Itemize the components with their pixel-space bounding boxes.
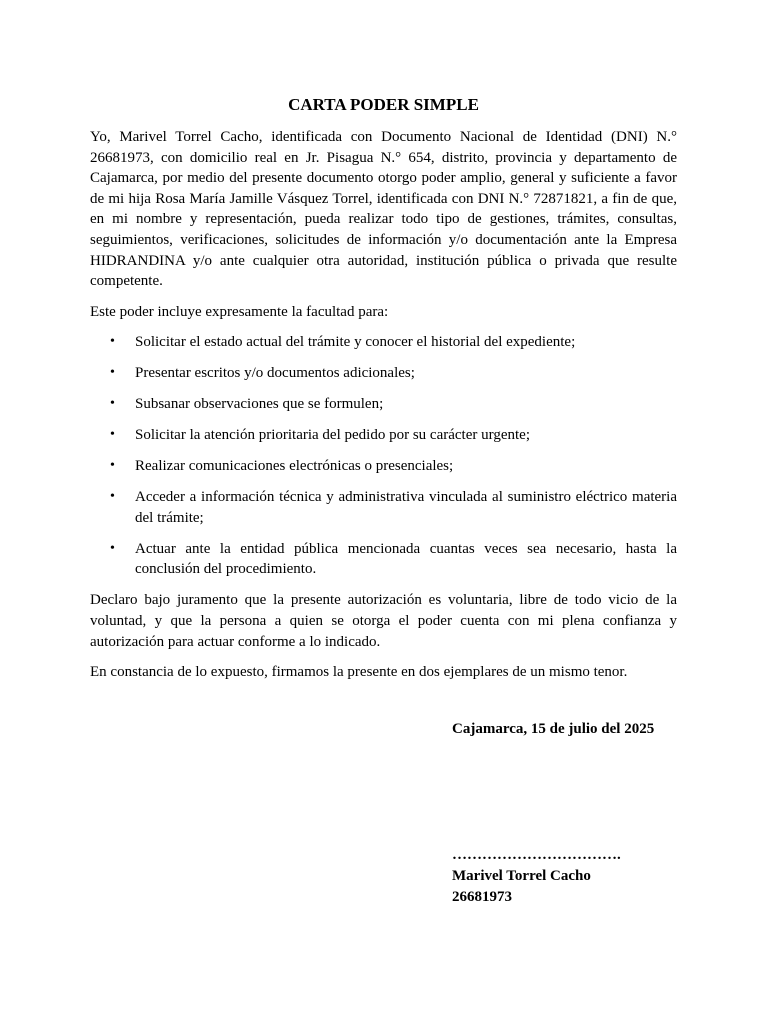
list-item-text: Acceder a información técnica y administrativa vinculada al suministro eléctrico materia del trámite; xyxy=(135,489,677,526)
list-item-text: Subsanar observaciones que se formulen; xyxy=(135,396,384,413)
list-item xyxy=(90,332,677,353)
bullet-icon: • xyxy=(110,365,115,381)
closing-paragraph: En constancia de lo expuesto, firmamos la presente en dos ejemplares de un mismo tenor. xyxy=(90,664,628,681)
signature-block xyxy=(452,845,621,908)
list-item xyxy=(90,456,677,477)
list-item-text: Actuar ante la entidad pública mencionada cuantas veces sea necesario, hasta la conclusión del procedimiento. xyxy=(135,540,677,578)
list-item-text: Presentar escritos y/o documentos adicionales; xyxy=(135,365,415,382)
document-body xyxy=(90,95,677,693)
faculties-list xyxy=(90,332,677,580)
list-item-text: Solicitar la atención prioritaria del pedido por su carácter urgente; xyxy=(135,427,530,444)
list-item xyxy=(90,425,677,446)
signatory-name: Marivel Torrel Cacho xyxy=(452,868,591,884)
bullet-icon: • xyxy=(110,334,115,350)
list-item xyxy=(90,363,677,384)
list-item xyxy=(90,539,677,580)
list-item xyxy=(90,487,677,528)
bullet-icon: • xyxy=(110,540,115,556)
bullet-icon: • xyxy=(110,458,115,474)
grant-paragraph: Yo, Marivel Torrel Cacho, identificada con Documento Nacional de Identidad (DNI) N.° 26681973, con domicilio real en Jr. Pisagua N.° 654, distrito, provincia y departamento de Cajamarca, por medio del presente documento otorgo poder amplio, general y suficiente a favor de mi hija Rosa María Jamille Vásquez Torrel, identificada con DNI N.° 72871821, a fin de que, en mi nombre y representación, pueda realizar todo tipo de gestiones, trámites, consultas, seguimientos, verificaciones, solicitudes de información y/o documentación ante la Empresa HIDRANDINA y/o ante cualquier otra autoridad, institución pública o privada que resulte competente. xyxy=(90,129,677,290)
signature-line: ……………………………. xyxy=(452,847,621,863)
document-title: CARTA PODER SIMPLE xyxy=(288,95,479,114)
list-item-text: Solicitar el estado actual del trámite y conocer el historial del expediente; xyxy=(135,334,576,351)
list-item-text: Realizar comunicaciones electrónicas o presenciales; xyxy=(135,458,454,475)
faculties-intro: Este poder incluye expresamente la facultad para: xyxy=(90,303,389,320)
date-line: Cajamarca, 15 de julio del 2025 xyxy=(452,721,655,737)
bullet-icon: • xyxy=(110,396,115,412)
signatory-dni: 26681973 xyxy=(452,889,512,905)
declaration-paragraph: Declaro bajo juramento que la presente autorización es voluntaria, libre de todo vicio de la voluntad, y que la persona a quien se otorga el poder cuenta con mi plena confianza y autorización para actuar conforme a lo indicado. xyxy=(90,592,677,650)
bullet-icon: • xyxy=(110,427,115,443)
bullet-icon: • xyxy=(110,489,115,505)
list-item xyxy=(90,394,677,415)
